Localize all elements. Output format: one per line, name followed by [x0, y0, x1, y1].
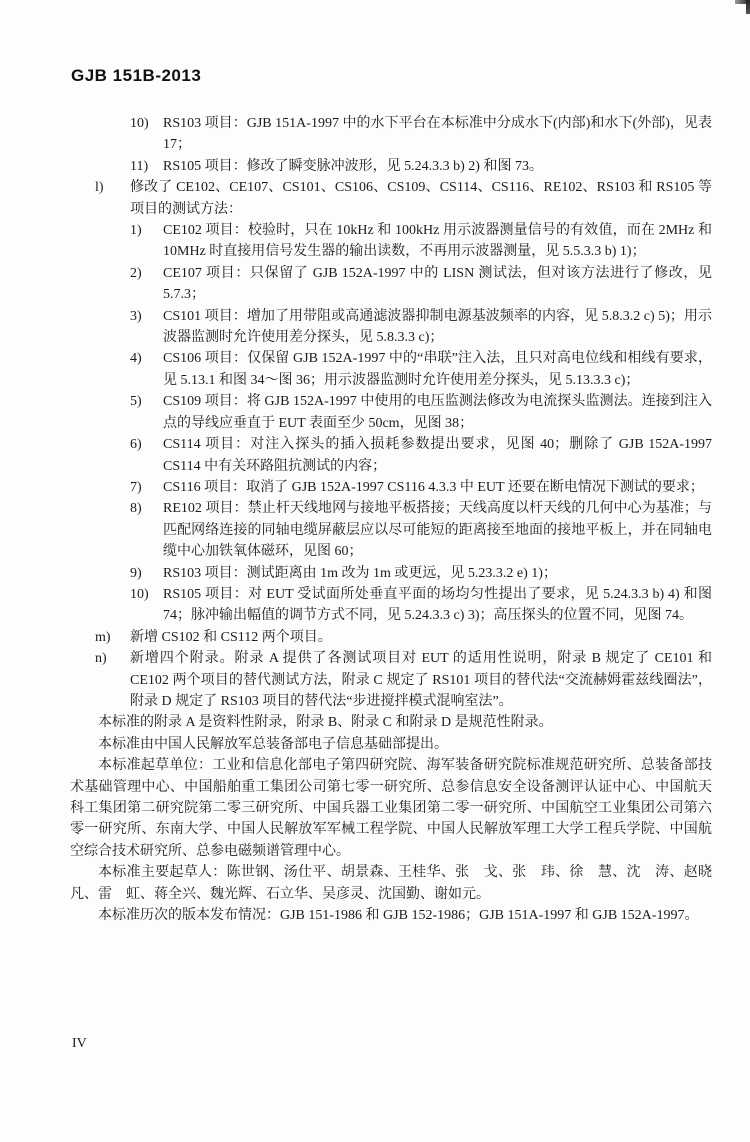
item-label: 9) — [130, 565, 142, 581]
list-item — [95, 648, 712, 712]
paragraph: 本标准的附录 A 是资料性附录，附录 B、附录 C 和附录 D 是规范性附录。 — [98, 715, 553, 731]
item-label: n) — [95, 651, 107, 667]
list-item — [130, 263, 712, 306]
item-text: 新增 CS102 和 CS112 两个项目。 — [130, 629, 332, 645]
list-item — [130, 348, 712, 391]
standard-number: GJB 151B-2013 — [71, 66, 202, 85]
item-text: CE107 项目：只保留了 GJB 152A-1997 中的 LISN 测试法，但对该方法进行了修改，见 5.7.3； — [163, 265, 712, 303]
paragraph: 本标准历次的版本发布情况：GJB 151-1986 和 GJB 152-1986；GJB 151A-1997 和 GJB 152A-1997。 — [98, 908, 699, 924]
item-label: 7) — [130, 479, 142, 495]
page-number: IV — [72, 1036, 87, 1051]
item-text: RS105 项目：对 EUT 受试面所处垂直平面的场均匀性提出了要求，见 5.24.3.3 b) 4) 和图 74；脉冲输出幅值的调节方式不同，见 5.24.3.3 c) 3)；高压探头的位置不同，见图 74。 — [163, 586, 712, 624]
item-label: 10) — [130, 116, 149, 131]
item-label: 6) — [130, 437, 142, 453]
item-text: CS101 项目：增加了用带阻或高通滤波器抑制电源基波频率的内容，见 5.8.3.2 c) 5)；用示波器监测时允许使用差分探头，见 5.8.3.3 c)； — [163, 308, 712, 346]
paragraph: 本标准主要起草人：陈世钢、汤仕平、胡景森、王桂华、张 戈、张 玮、徐 慧、沈 涛、赵晓凡、雷 虹、蒋全兴、魏光辉、石立华、吴彦灵、沈国勤、谢如元。 — [70, 865, 712, 902]
item-label: 11) — [130, 158, 149, 174]
list-item — [95, 177, 712, 220]
item-label: 1) — [130, 223, 142, 239]
list-item — [130, 391, 712, 434]
item-text: CS106 项目：仅保留 GJB 152A-1997 中的“串联”注入法，且只对高电位线和相线有要求，见 5.13.1 和图 34～图 36；用示波器监测时允许使用差分探头，见 5.13.3.3 c)； — [163, 351, 712, 388]
item-text: RS105 项目：修改了瞬变脉冲波形，见 5.24.3.3 b) 2) 和图 73。 — [163, 158, 543, 174]
list-item — [130, 113, 712, 156]
scan-corner-mark — [735, 0, 750, 14]
item-text: CE102 项目：校验时，只在 10kHz 和 100kHz 用示波器测量信号的有效值，而在 2MHz 和 10MHz 时直接用信号发生器的输出读数，不再用示波器测量，见 5.5.3.3 b) 1)； — [163, 223, 712, 260]
list-item — [130, 306, 712, 349]
item-text: CS109 项目：将 GJB 152A-1997 中使用的电压监测法修改为电流探头监测法。连接到注入点的导线应垂直于 EUT 表面至少 50cm，见图 38； — [163, 394, 712, 431]
paragraph: 本标准由中国人民解放军总装备部电子信息基础部提出。 — [98, 736, 448, 752]
item-label: 5) — [130, 394, 142, 410]
list-item — [130, 156, 712, 177]
document-body — [70, 113, 712, 926]
list-item — [130, 563, 712, 584]
item-label: 2) — [130, 265, 142, 281]
paragraph: 本标准起草单位：工业和信息化部电子第四研究院、海军装备研究院标准规范研究所、总装备部技术基础管理中心、中国船舶重工集团公司第七零一研究所、总参信息安全设备测评认证中心、中国航天科工集团第二研究院第二零三研究所、中国兵器工业集团第二零一研究所、中国航空工业集团公司第六零一研究所、东南大学、中国人民解放军军械工程学院、中国人民解放军理工大学工程兵学院、中国航空综合技术研究所、总参电磁频谱管理中心。 — [70, 758, 712, 859]
list-item — [95, 627, 712, 648]
item-label: 3) — [130, 308, 142, 324]
list-item — [130, 434, 712, 477]
list-item — [130, 220, 712, 263]
item-label: m) — [95, 629, 111, 645]
item-label: 10) — [130, 586, 149, 602]
item-text: CS116 项目：取消了 GJB 152A-1997 CS116 4.3.3 中 EUT 还要在断电情况下测试的要求； — [163, 479, 704, 495]
item-text: RS103 项目：测试距离由 1m 改为 1m 或更远，见 5.23.3.2 e) 1)； — [163, 565, 557, 581]
item-text: 新增四个附录。附录 A 提供了各测试项目对 EUT 的适用性说明，附录 B 规定了 CE101 和 CE102 两个项目的替代测试方法，附录 C 规定了 RS101 项目的替代法“交流赫姆霍兹线圈法”，附录 D 规定了 RS103 项目的替代法“步进搅拌模式混响室法”。 — [130, 651, 712, 709]
item-label: 8) — [130, 501, 142, 517]
item-label: l) — [95, 180, 104, 196]
list-item — [130, 584, 712, 627]
item-text: RE102 项目：禁止杆天线地网与接地平板搭接；天线高度以杆天线的几何中心为基准；与匹配网络连接的同轴电缆屏蔽层应以尽可能短的距离接至地面的接地平板上，并在同轴电缆中心加铁氧体磁环，见图 60； — [163, 501, 712, 560]
item-label: 4) — [130, 351, 142, 367]
item-text: CS114 项目：对注入探头的插入损耗参数提出要求，见图 40；删除了 GJB 152A-1997 CS114 中有关环路阻抗测试的内容； — [163, 437, 712, 474]
list-item — [130, 477, 712, 498]
list-item — [130, 498, 712, 562]
item-text: 修改了 CE102、CE107、CS101、CS106、CS109、CS114、CS116、RE102、RS103 和 RS105 等项目的测试方法： — [130, 180, 712, 217]
item-text: RS103 项目：GJB 151A-1997 中的水下平台在本标准中分成水下(内部)和水下(外部)，见表 17； — [163, 116, 712, 153]
